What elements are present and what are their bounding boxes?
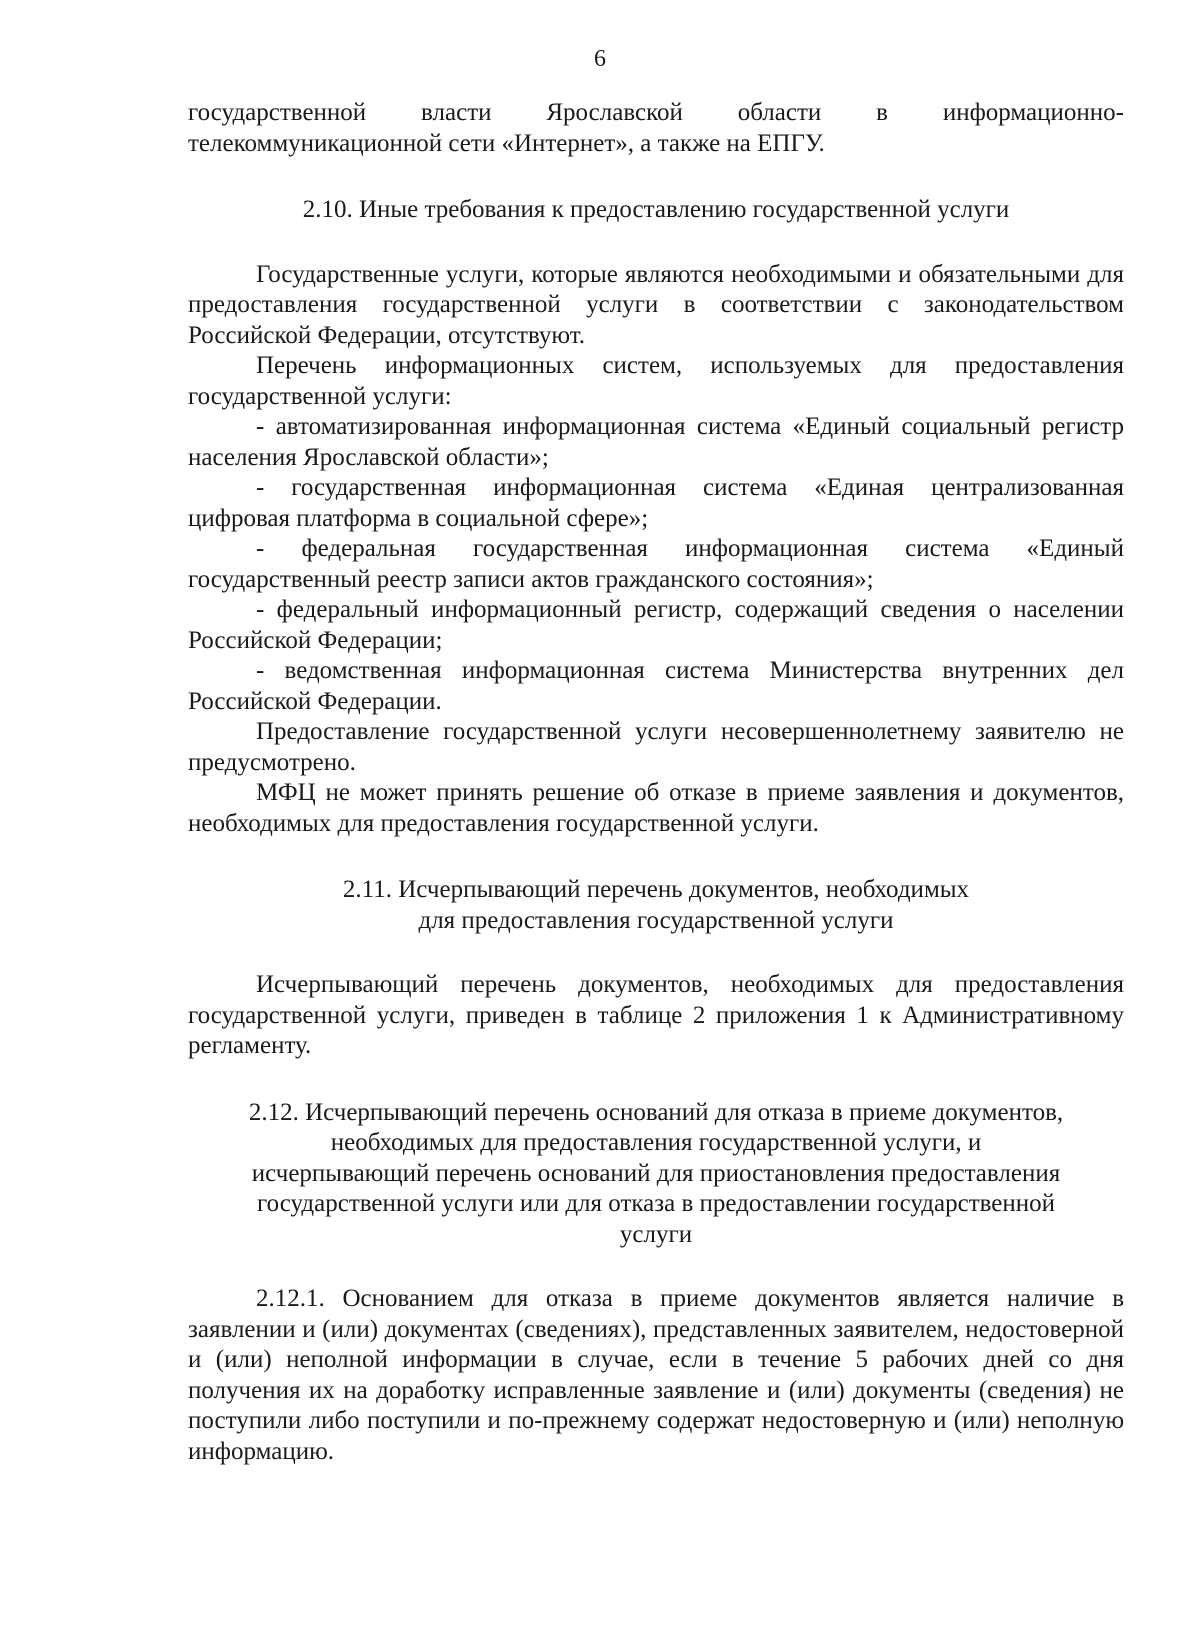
section-2-10-paragraph-2: Перечень информационных систем, используемых для предоставления государственной услуги:: [188, 352, 1124, 410]
list-item-info-system-4: - федеральный информационный регистр, содержащий сведения о населении Российской Федерации;: [188, 596, 1124, 654]
section-2-12-heading: [188, 1098, 1124, 1251]
section-2-10-paragraph-4: МФЦ не может принять решение об отказе в приеме заявления и документов, необходимых для предоставления государственной услуги.: [188, 779, 1124, 837]
intro-line-1: государственной власти Ярославской области в информационно-: [188, 99, 1124, 126]
intro-line-2: телекоммуникационной сети «Интернет», а также на ЕПГУ.: [188, 129, 825, 157]
section-2-10-paragraph-1: Государственные услуги, которые являются необходимыми и обязательными для предоставления государственной услуги в соответствии с законодательством Российской Федерации, отсутствуют.: [188, 260, 1124, 349]
list-item-info-system-2: - государственная информационная система «Единая централизованная цифровая платформа в социальной сфере»;: [188, 474, 1124, 532]
section-2-12-heading-line-4: государственной услуги или для отказа в предоставлении государственной: [256, 1190, 1056, 1217]
section-2-11-heading-line-2: для предоставления государственной услуги: [418, 906, 894, 934]
section-2-11-heading: [188, 875, 1124, 936]
section-2-11-paragraph-1: Исчерпывающий перечень документов, необходимых для предоставления государственной услуги, приведен в таблице 2 приложения 1 к Административному регламенту.: [188, 971, 1124, 1059]
section-2-10-heading: 2.10. Иные требования к предоставлению государственной услуги: [302, 196, 1010, 223]
section-2-12-heading-line-2: необходимых для предоставления государственной услуги, и: [330, 1129, 982, 1156]
section-2-12-heading-line-1: 2.12. Исчерпывающий перечень оснований для отказа в приеме документов,: [248, 1098, 1064, 1126]
list-item-info-system-5: - ведомственная информационная система Министерства внутренних дел Российской Федерации.: [188, 657, 1124, 715]
section-2-12-1-paragraph: 2.12.1. Основанием для отказа в приеме документов является наличие в заявлении и (или) документах (сведениях), представленных заявителем, недостоверной и (или) неполной информации в случае, если в течение 5 рабочих дней со дня получения их на доработку исправленные заявление и (или) документы (сведения) не поступили либо поступили и по-прежнему содержат недостоверную и (или) неполную информацию.: [188, 1285, 1124, 1465]
page-number: 6: [594, 46, 606, 72]
section-2-12-heading-line-3: исчерпывающий перечень оснований для приостановления предоставления: [251, 1159, 1061, 1187]
section-2-10-paragraph-3: Предоставление государственной услуги несовершеннолетнему заявителю не предусмотрено.: [188, 718, 1124, 776]
list-item-info-system-3: - федеральная государственная информационная система «Единый государственный реестр записи актов гражданского состояния»;: [188, 535, 1124, 593]
document-body: [188, 98, 1124, 1467]
section-2-12-heading-line-5: услуги: [619, 1220, 693, 1248]
list-item-info-system-1: - автоматизированная информационная система «Единый социальный регистр населения Ярославской области»;: [188, 413, 1124, 471]
section-2-11-heading-line-1: 2.11. Исчерпывающий перечень документов, необходимых: [342, 876, 970, 903]
